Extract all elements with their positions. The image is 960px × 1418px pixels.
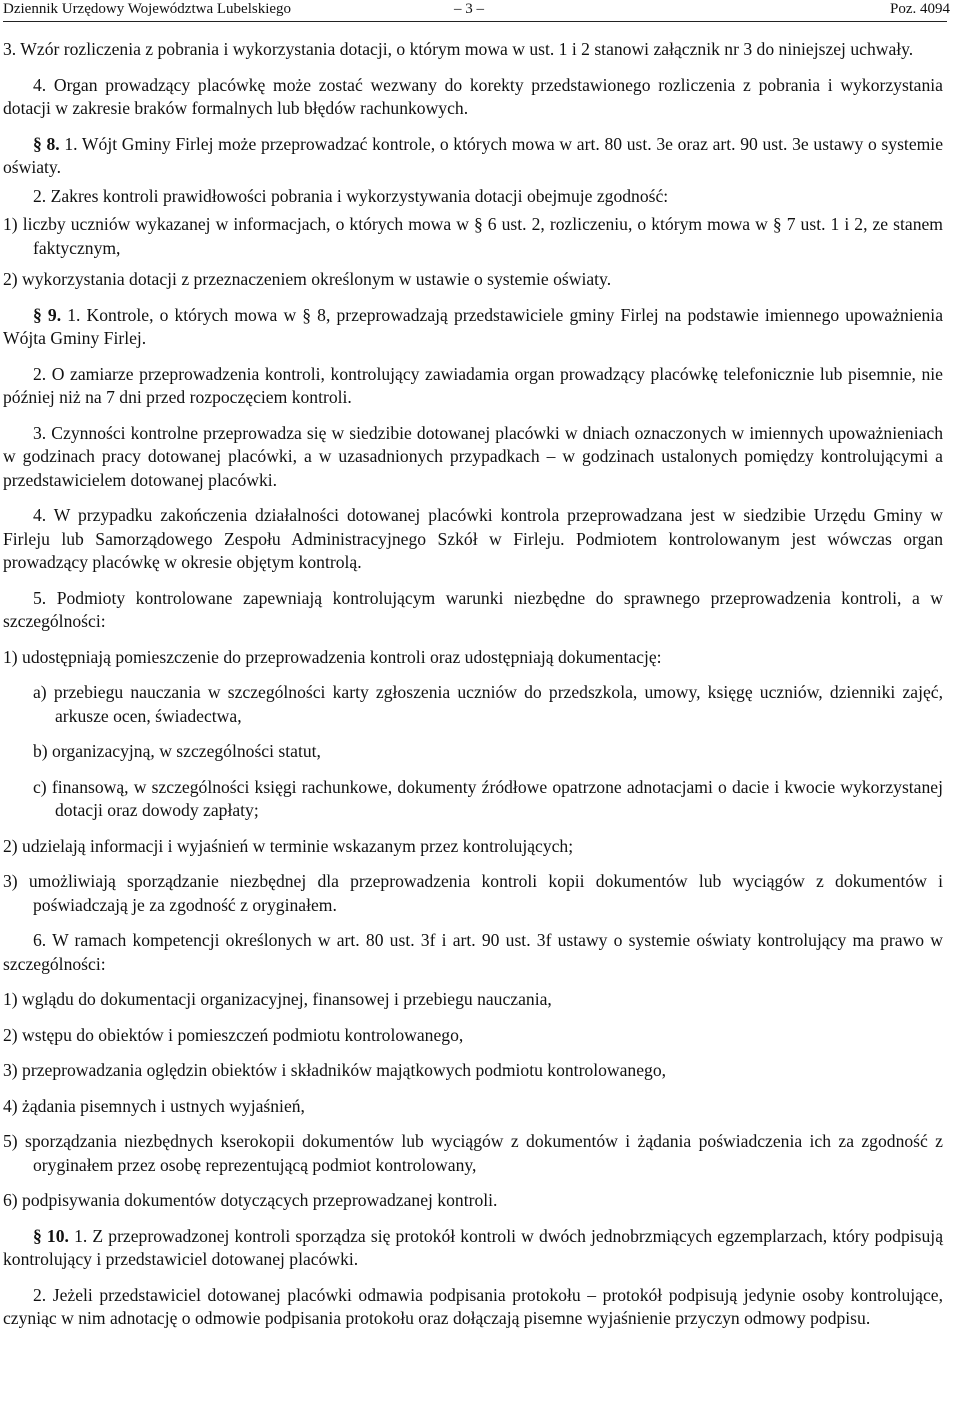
list-item: 5) sporządzania niezbędnych kserokopii dokumentów lub wyciągów z dokumentów i żądania poświadczenia ich za zgodność z oryginałem przez osobę reprezentującą podmiot kontrolowany, bbox=[3, 1131, 943, 1175]
section-9-label: § 9. bbox=[33, 304, 62, 325]
list-item: 1) liczby uczniów wykazanej w informacjach, o których mowa w § 6 ust. 2, rozliczeniu, o którym mowa w § 7 ust. 1 i 2, ze stanem faktycznym, bbox=[3, 214, 943, 258]
section-9-1-text: 1. Kontrole, o których mowa w § 8, przeprowadzają przedstawiciele gminy Firlej na podstawie imiennego upoważnienia Wójta Gminy Firlej. bbox=[3, 304, 944, 348]
list-item: 6) podpisywania dokumentów dotyczących przeprowadzanej kontroli. bbox=[3, 1190, 498, 1210]
page-number: – 3 – bbox=[454, 1, 484, 17]
list-item: 2) wstępu do obiektów i pomieszczeń podmiotu kontrolowanego, bbox=[3, 1024, 464, 1045]
section-9-4: 4. W przypadku zakończenia działalności dotowanej placówki kontrola przeprowadzana jest w siedzibie Urzędu Gminy w Firleju lub Samorządowego Zespołu Administracyjnego Szkół w Firleju. Podmiotem kontrolowanym jest wówczas organ prowadzący placówkę w okresie objętym kontrolą. bbox=[3, 505, 943, 572]
section-10-label: § 10. bbox=[33, 1225, 69, 1246]
section-9-6: 6. W ramach kompetencji określonych w art. 80 ust. 3f i art. 90 ust. 3f ustawy o systemie oświaty kontrolujący ma prawo w szczególności: bbox=[3, 930, 943, 974]
list-item: 2) wykorzystania dotacji z przeznaczeniem określonym w ustawie o systemie oświaty. bbox=[3, 269, 612, 289]
page-header bbox=[0, 0, 960, 22]
section-10-1 bbox=[3, 1225, 943, 1272]
document-body bbox=[3, 38, 943, 1343]
list-item: 2) udzielają informacji i wyjaśnień w terminie wskazanym przez kontrolujących; bbox=[3, 835, 574, 856]
list-item: 1) wglądu do dokumentacji organizacyjnej, finansowej i przebiegu nauczania, bbox=[3, 989, 552, 1009]
list-item: 4) żądania pisemnych i ustnych wyjaśnień, bbox=[3, 1095, 305, 1116]
section-10-2: 2. Jeżeli przedstawiciel dotowanej placówki odmawia podpisania protokołu – protokół podpisują jedynie osoby kontrolujące, czyniąc w nim adnotację o odmowie podpisania protokołu oraz dołączają pisemne wyjaśnienie przyczyn odmowy podpisu. bbox=[3, 1284, 943, 1328]
section-9-1 bbox=[3, 304, 943, 351]
sub-list-item: a) przebiegu nauczania w szczególności karty zgłoszenia uczniów do przedszkola, umowy, księgę uczniów, dzienniki zajęć, arkusze ocen, świadectwa, bbox=[33, 682, 943, 726]
section-8-2: 2. Zakres kontroli prawidłowości pobrania i wykorzystywania dotacji obejmuje zgodność: bbox=[33, 185, 669, 206]
list-item: 3) umożliwiają sporządzanie niezbędnej dla przeprowadzenia kontroli kopii dokumentów lub wyciągów z dokumentów i poświadczają je za zgodność z oryginałem. bbox=[3, 871, 943, 915]
list-item: 1) udostępniają pomieszczenie do przeprowadzenia kontroli oraz udostępniają dokumentację: bbox=[3, 646, 662, 667]
section-9-5: 5. Podmioty kontrolowane zapewniają kontrolującym warunki niezbędne do sprawnego przeprowadzenia kontroli, a w szczególności: bbox=[3, 587, 943, 631]
section-8-1 bbox=[3, 133, 943, 180]
header-rule bbox=[3, 21, 947, 22]
section-9-3: 3. Czynności kontrolne przeprowadza się w siedzibie dotowanej placówki w dniach oznaczonych w imiennych upoważnieniach w godzinach pracy dotowanej placówki, a w uzasadnionych przypadkach – w godzinach ustalonych pomiędzy kontrolującymi a przedstawicielem dotowanej placówki. bbox=[3, 422, 943, 490]
section-9-2: 2. O zamiarze przeprowadzenia kontroli, kontrolujący zawiadamia organ prowadzący placówkę telefonicznie lub pisemnie, nie później niż na 7 dni przed rozpoczęciem kontroli. bbox=[3, 363, 943, 407]
sub-list-item: c) finansową, w szczególności księgi rachunkowe, dokumenty źródłowe opatrzone adnotacjami o dacie i kwocie wykorzystanej dotacji oraz dowody zapłaty; bbox=[33, 776, 943, 820]
section-10-1-text: 1. Z przeprowadzonej kontroli sporządza się protokół kontroli w dwóch jednobrzmiących egzemplarzach, który podpisują kontrolujący i przedstawiciel dotowanej placówki. bbox=[3, 1225, 944, 1269]
section-8-1-text: 1. Wójt Gminy Firlej może przeprowadzać kontrole, o których mowa w art. 80 ust. 3e oraz art. 90 ust. 3e ustawy o systemie oświaty. bbox=[3, 133, 944, 177]
paragraph-7-3: 3. Wzór rozliczenia z pobrania i wykorzystania dotacji, o którym mowa w ust. 1 i 2 stanowi załącznik nr 3 do niniejszej uchwały. bbox=[3, 39, 914, 59]
journal-title: Dziennik Urzędowy Województwa Lubelskiego bbox=[3, 1, 292, 17]
position-number: Poz. 4094 bbox=[890, 1, 950, 17]
section-8-label: § 8. bbox=[33, 133, 60, 154]
paragraph-7-4: 4. Organ prowadzący placówkę może zostać wezwany do korekty przedstawionego rozliczenia z pobrania i wykorzystania dotacji w zakresie braków formalnych lub błędów rachunkowych. bbox=[3, 74, 943, 118]
sub-list-item: b) organizacyjną, w szczególności statut, bbox=[33, 741, 321, 761]
list-item: 3) przeprowadzania oględzin obiektów i składników majątkowych podmiotu kontrolowanego, bbox=[3, 1060, 667, 1080]
